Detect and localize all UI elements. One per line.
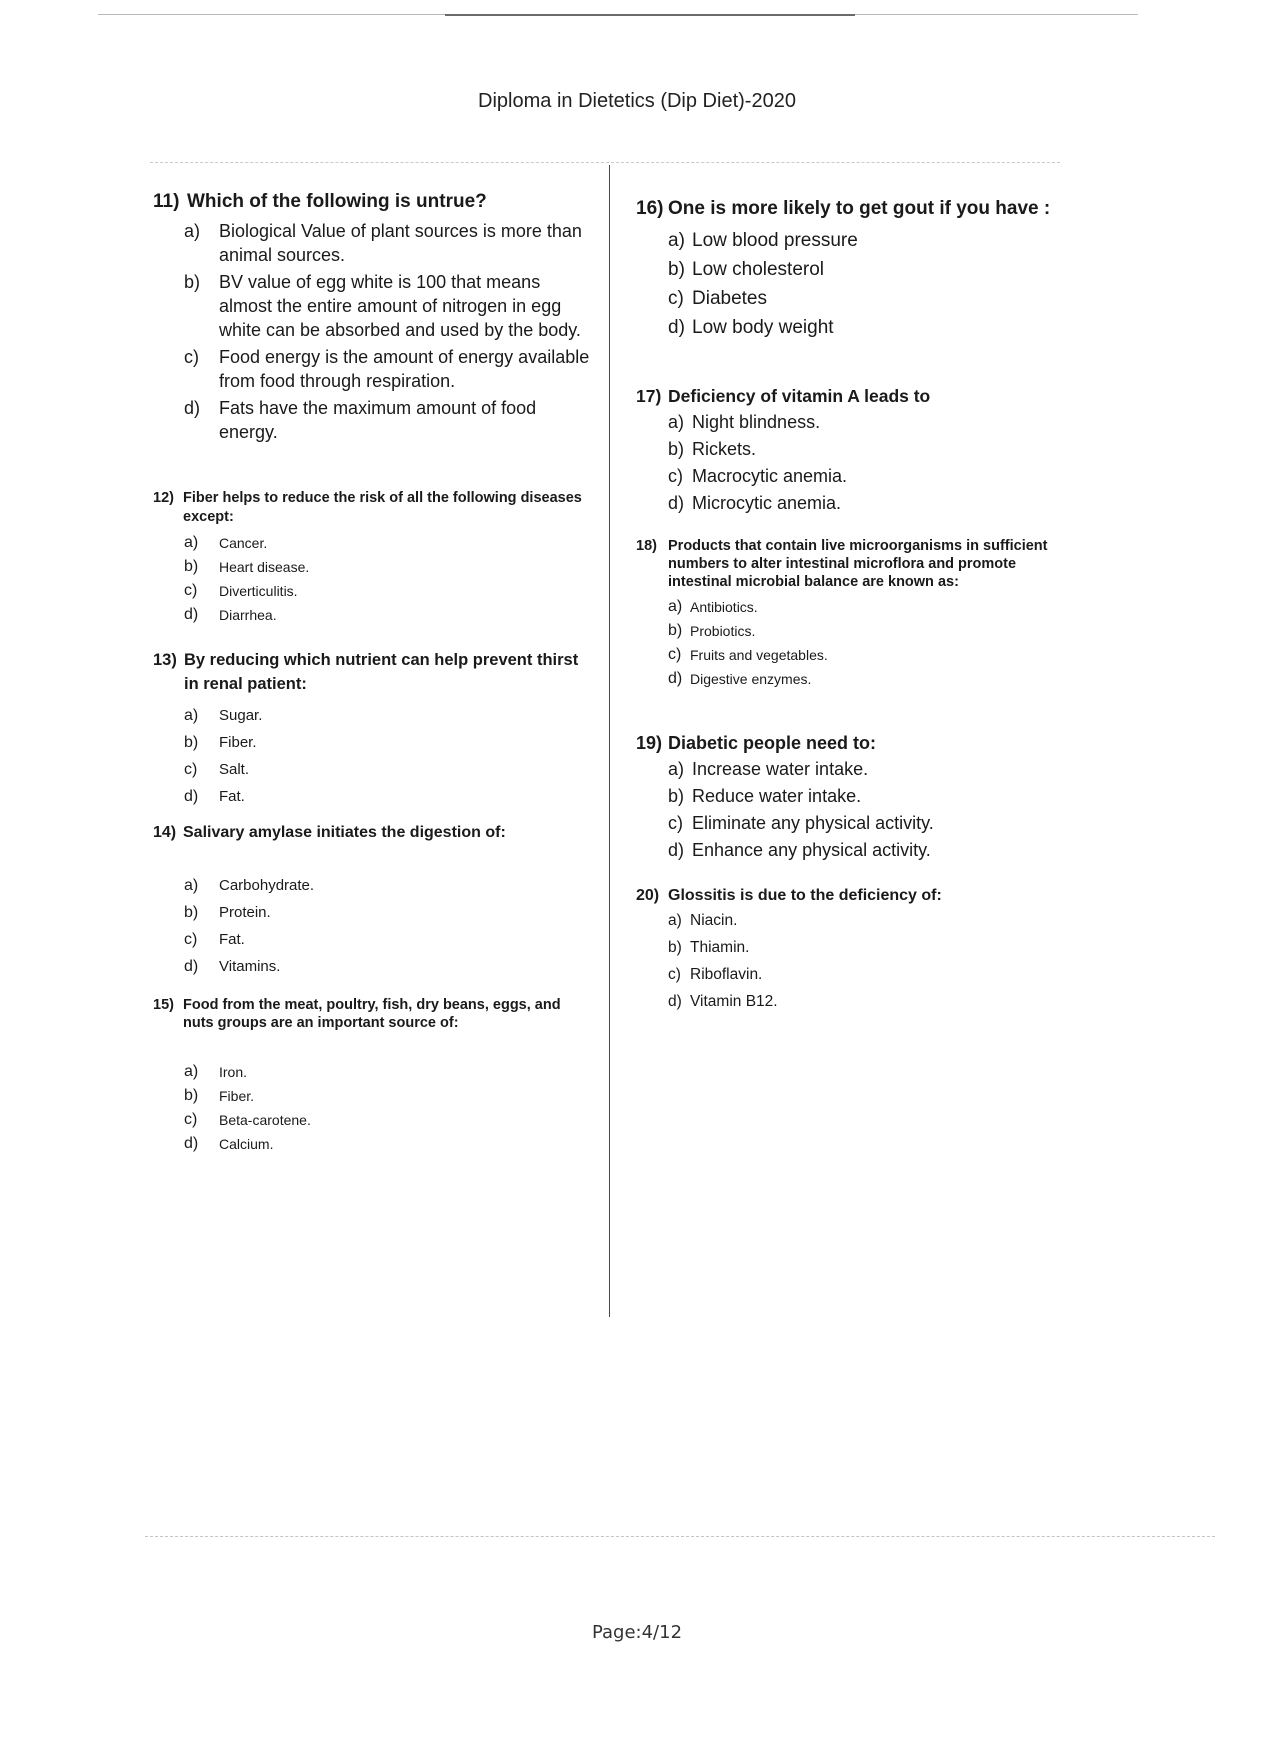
option-letter: a): [668, 598, 683, 615]
option-c: [668, 463, 1056, 490]
option-c: [184, 1108, 593, 1132]
question-number: 12): [153, 490, 174, 506]
option-a: [668, 756, 1056, 783]
option-d: [668, 837, 1056, 864]
option-list: [184, 219, 593, 444]
option-text: Antibiotics.: [690, 599, 758, 615]
option-letter: b): [668, 439, 685, 459]
question-number: 20): [636, 887, 660, 904]
option-list: [668, 226, 1056, 342]
question-12: [153, 489, 593, 627]
option-list: [668, 595, 1056, 691]
option-text: Diverticulitis.: [219, 583, 298, 599]
option-b: [668, 783, 1056, 810]
question-text: Salivary amylase initiates the digestion of:: [183, 824, 506, 841]
option-c: [668, 961, 1056, 988]
option-text: Low cholesterol: [692, 259, 825, 280]
option-d: [184, 396, 593, 444]
option-a: [184, 219, 593, 267]
option-letter: d): [668, 993, 682, 1010]
question-13: [153, 648, 593, 810]
option-text: Fiber.: [219, 734, 257, 751]
question-number: 18): [636, 538, 657, 554]
option-text: Niacin.: [690, 912, 738, 929]
option-d: [184, 1132, 593, 1156]
option-c: [668, 643, 1056, 667]
question-11: [153, 191, 593, 447]
option-letter: a): [668, 412, 685, 432]
option-letter: c): [184, 1111, 198, 1128]
question-number: 17): [636, 386, 662, 406]
option-a: [668, 409, 1056, 436]
question-stem: [153, 648, 593, 696]
option-letter: b): [184, 558, 199, 575]
option-letter: a): [184, 221, 201, 241]
option-a: [668, 595, 1056, 619]
option-d: [184, 783, 593, 810]
option-letter: d): [668, 670, 683, 687]
option-text: Carbohydrate.: [219, 877, 315, 894]
option-text: Increase water intake.: [692, 759, 869, 779]
option-letter: c): [668, 813, 683, 833]
option-c: [184, 926, 593, 953]
question-stem: [636, 733, 1056, 754]
option-letter: a): [668, 912, 682, 929]
option-letter: a): [184, 877, 199, 894]
option-b: [184, 1084, 593, 1108]
option-letter: b): [668, 622, 683, 639]
option-text: Fats have the maximum amount of food energy.: [219, 398, 537, 442]
question-15: [153, 996, 593, 1156]
option-b: [668, 436, 1056, 463]
option-letter: c): [668, 288, 684, 309]
option-letter: d): [184, 1135, 199, 1152]
option-text: Salt.: [219, 761, 250, 778]
option-text: Low blood pressure: [692, 230, 858, 251]
option-text: Fat.: [219, 931, 245, 948]
option-letter: b): [668, 786, 685, 806]
option-d: [184, 603, 593, 627]
option-text: Sugar.: [219, 707, 263, 724]
option-letter: b): [184, 1087, 199, 1104]
option-a: [668, 907, 1056, 934]
option-letter: b): [184, 904, 199, 921]
question-stem: [636, 386, 1056, 407]
option-letter: c): [668, 966, 681, 983]
option-text: Fiber.: [219, 1088, 255, 1104]
option-text: Beta-carotene.: [219, 1112, 311, 1128]
option-letter: c): [184, 582, 198, 599]
option-letter: b): [184, 734, 199, 751]
option-text: Calcium.: [219, 1136, 274, 1152]
option-letter: c): [184, 931, 198, 948]
option-text: Fruits and vegetables.: [690, 647, 828, 663]
option-text: BV value of egg white is 100 that means almost the entire amount of nitrogen in egg white can be absorbed and used by the body.: [219, 272, 581, 340]
option-letter: d): [184, 606, 199, 623]
column-divider: [609, 165, 610, 1317]
option-text: Eliminate any physical activity.: [692, 813, 934, 833]
option-text: Microcytic anemia.: [692, 493, 842, 513]
option-list: [184, 531, 593, 627]
option-a: [668, 226, 1056, 255]
option-list: [668, 756, 1056, 864]
option-text: Iron.: [219, 1064, 248, 1080]
option-letter: b): [668, 259, 685, 280]
option-text: Vitamins.: [219, 958, 281, 975]
option-text: Biological Value of plant sources is more than animal sources.: [219, 221, 582, 265]
option-c: [668, 810, 1056, 837]
option-letter: a): [668, 759, 685, 779]
option-letter: c): [668, 646, 682, 663]
option-c: [668, 284, 1056, 313]
option-b: [184, 729, 593, 756]
option-b: [668, 619, 1056, 643]
option-letter: a): [184, 534, 199, 551]
question-text: Products that contain live microorganisms in sufficient numbers to alter intestinal microflora and promote intestinal microbial balance are known as:: [668, 538, 1048, 590]
question-stem: [636, 537, 1056, 591]
option-text: Macrocytic anemia.: [692, 466, 848, 486]
option-b: [668, 255, 1056, 284]
option-text: Cancer.: [219, 535, 268, 551]
top-rule-accent: [445, 14, 855, 16]
question-text: One is more likely to get gout if you have :: [668, 198, 1051, 219]
option-letter: c): [184, 761, 198, 778]
option-text: Fat.: [219, 788, 245, 805]
option-text: Protein.: [219, 904, 271, 921]
question-18: [636, 537, 1056, 691]
question-text: Fiber helps to reduce the risk of all the following diseases except:: [183, 490, 582, 525]
question-14: [153, 824, 593, 980]
option-letter: b): [668, 939, 682, 956]
question-20: [636, 887, 1056, 1015]
option-b: [184, 555, 593, 579]
question-stem: [153, 996, 593, 1032]
question-stem: [153, 824, 593, 842]
question-number: 15): [153, 997, 174, 1013]
option-a: [184, 702, 593, 729]
question-stem: [153, 191, 593, 213]
option-b: [668, 934, 1056, 961]
option-letter: c): [184, 347, 199, 367]
option-text: Rickets.: [692, 439, 757, 459]
option-text: Reduce water intake.: [692, 786, 862, 806]
option-text: Digestive enzymes.: [690, 671, 812, 687]
question-number: 16): [636, 198, 664, 219]
question-number: 11): [153, 191, 180, 212]
option-d: [668, 988, 1056, 1015]
option-text: Vitamin B12.: [690, 993, 778, 1010]
page-title: Diploma in Dietetics (Dip Diet)-2020: [478, 90, 796, 112]
footer-divider: [145, 1536, 1215, 1537]
option-letter: d): [668, 840, 685, 860]
option-d: [184, 953, 593, 980]
option-list: [184, 872, 593, 980]
header-divider: [150, 162, 1060, 163]
option-c: [184, 345, 593, 393]
option-c: [184, 579, 593, 603]
option-text: Night blindness.: [692, 412, 821, 432]
option-text: Enhance any physical activity.: [692, 840, 931, 860]
option-a: [184, 531, 593, 555]
question-stem: [153, 489, 593, 527]
option-letter: d): [184, 398, 201, 418]
option-letter: d): [668, 493, 685, 513]
option-text: Riboflavin.: [690, 966, 763, 983]
option-text: Diarrhea.: [219, 607, 277, 623]
option-d: [668, 490, 1056, 517]
question-number: 14): [153, 824, 177, 841]
option-a: [184, 872, 593, 899]
option-text: Diabetes: [692, 288, 767, 309]
question-stem: [636, 887, 1056, 905]
option-list: [668, 409, 1056, 517]
option-d: [668, 313, 1056, 342]
option-list: [668, 907, 1056, 1015]
option-list: [184, 1060, 593, 1156]
question-stem: [636, 196, 1056, 222]
option-text: Heart disease.: [219, 559, 310, 575]
option-d: [668, 667, 1056, 691]
question-text: Food from the meat, poultry, fish, dry beans, eggs, and nuts groups are an important source of:: [183, 997, 561, 1031]
question-number: 19): [636, 733, 663, 753]
option-text: Food energy is the amount of energy available from food through respiration.: [219, 347, 590, 391]
option-letter: d): [184, 788, 199, 805]
question-16: [636, 196, 1056, 342]
question-text: Deficiency of vitamin A leads to: [668, 386, 931, 406]
option-letter: a): [184, 1063, 199, 1080]
option-letter: d): [184, 958, 199, 975]
option-b: [184, 270, 593, 342]
option-c: [184, 756, 593, 783]
option-letter: c): [668, 466, 683, 486]
option-letter: a): [668, 230, 685, 251]
question-text: By reducing which nutrient can help prevent thirst in renal patient:: [184, 651, 579, 693]
option-a: [184, 1060, 593, 1084]
question-text: Which of the following is untrue?: [187, 191, 487, 212]
question-17: [636, 386, 1056, 517]
option-text: Low body weight: [692, 317, 834, 338]
page-number: Page:4/12: [591, 1622, 683, 1643]
question-text: Glossitis is due to the deficiency of:: [668, 887, 942, 904]
question-number: 13): [153, 651, 177, 669]
option-b: [184, 899, 593, 926]
option-letter: d): [668, 317, 685, 338]
option-text: Thiamin.: [690, 939, 750, 956]
question-text: Diabetic people need to:: [668, 733, 877, 753]
option-text: Probiotics.: [690, 623, 756, 639]
question-19: [636, 733, 1056, 864]
option-letter: b): [184, 272, 201, 292]
option-list: [184, 702, 593, 810]
option-letter: a): [184, 707, 199, 724]
